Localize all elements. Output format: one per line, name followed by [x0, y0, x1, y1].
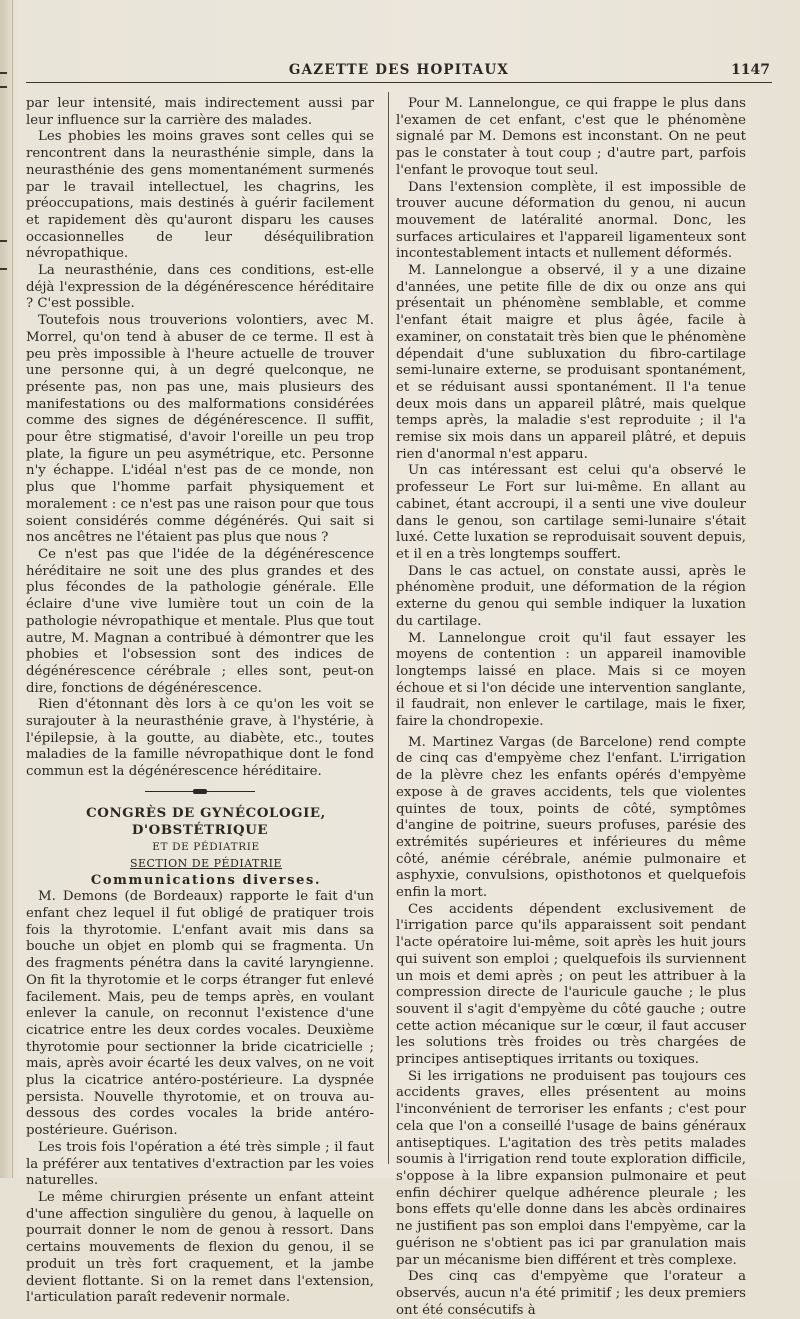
- binding-mark: [0, 240, 7, 242]
- binding-mark: [0, 86, 7, 88]
- paragraph: Un cas intéressant est celui qu'a observé le professeur Le Fort sur lui-même. En allant au cabinet, étant accroupi, il a senti une vive douleur dans le genou, son cartilage semi-lunaire s'était luxé. Cette luxation se reproduisait souvent depuis, et il en a très longtemps souffert.: [396, 463, 746, 562]
- paragraph: Toutefois nous trouverions volontiers, avec M. Morrel, qu'on tend à abuser de ce terme. Il est à peu près impossible à l'heure actuelle de trouver une personne qui, à un degré quelconque, ne présente pas, non pas une, mais plusieurs des manifestations ou des malformations considérées comme des signes de dégénérescence. Il suffit, pour être stigmatisé, d'avoir l'oreille un peu trop plate, la figure un peu asymétrique, etc. Personne n'y échappe. L'idéal n'est pas de ce monde, non plus que l'homme parfait physiquement et moralement : ce n'est pas une raison pour que tous soient considérés comme dégénérés. Qui sait si nos ancêtres ne l'étaient pas plus que nous ?: [26, 313, 374, 546]
- section-heading: SECTION DE PÉDIATRIE: [129, 856, 283, 870]
- right-column: [396, 96, 746, 1319]
- paragraph: Ces accidents dépendent exclusivement de l'irrigation parce qu'ils apparaissent soit pendant l'acte opératoire lui-même, soit après les huit jours qui suivent son emploi ; quelquefois ils surviennent un mois et demi après ; on peut les attribuer à la compression directe de l'auricule gauche ; le plus souvent il s'agit d'empyème du côté gauche ; outre cette action mécanique sur le cœur, il faut accuser les solutions très froides ou très chargées de principes antiseptiques irritants ou toxiques.: [396, 901, 746, 1068]
- paragraph: Dans l'extension complète, il est impossible de trouver aucune déformation du genou, ni aucun mouvement de latéralité anormal. Donc, les surfaces articulaires et l'appareil ligamenteux sont incontestablement intacts et nullement déformés.: [396, 179, 746, 262]
- paragraph: Les phobies les moins graves sont celles qui se rencontrent dans la neurasthénie simple, dans la neurasthénie des gens momentanément surmenés par le travail intellectuel, les chagrins, les préoccupations, mais destinés à guérir facilement et rapidement dès qu'auront disparu les causes occasionnelles de leur déséquilibration névropathique.: [26, 129, 374, 262]
- page-number: 1147: [731, 62, 770, 78]
- paragraph: Les trois fois l'opération a été très simple ; il faut la préférer aux tentatives d'extraction par les voies naturelles.: [26, 1139, 374, 1189]
- binding-mark: [0, 72, 7, 74]
- journal-title: GAZETTE DES HOPITAUX: [288, 62, 510, 78]
- paragraph: M. Demons (de Bordeaux) rapporte le fait d'un enfant chez lequel il fut obligé de pratiquer trois fois la thyrotomie. L'enfant avait mis dans sa bouche un objet en plomb qui se fragmenta. Un des fragments pénétra dans la cavité laryngienne. On fit la thyrotomie et le corps étranger fut enlevé facilement. Mais, peu de temps après, en voulant enlever la canule, on reconnut l'existence d'une cicatrice entre les deux cordes vocales. Deuxième thyrotomie pour sectionner la bride cicatricielle ; mais, après avoir écarté les deux valves, on ne voit plus la cicatrice antéro-postérieure. La dyspnée persista. Nouvelle thyrotomie, et on trouva au-dessous des cordes vocales la bride antéro-postérieure. Guérison.: [26, 889, 374, 1139]
- paragraph: M. Lannelongue croit qu'il faut essayer les moyens de contention : un appareil inamovible longtemps laissé en place. Mais si ce moyen échoue et si l'on décide une intervention sanglante, il faudrait, non enlever le cartilage, mais le fixer, faire la chondropexie.: [396, 630, 746, 730]
- paragraph: La neurasthénie, dans ces conditions, est-elle déjà l'expression de la dégénérescence héréditaire ? C'est possible.: [26, 263, 374, 312]
- binding-mark: [0, 268, 7, 270]
- page-header: [26, 60, 772, 83]
- paragraph: par leur intensité, mais indirectement aussi par leur influence sur la carrière des malades.: [26, 96, 374, 128]
- left-column: [26, 96, 374, 1307]
- paragraph: M. Martinez Vargas (de Barcelone) rend compte de cinq cas d'empyème chez l'enfant. L'irrigation de la plèvre chez les enfants opérés d'empyème expose à de graves accidents, tels que violentes quintes de toux, points de côté, symptômes d'angine de poitrine, sueurs profuses, parésie des extrémités supérieures et inférieures du même côté, anémie cérébrale, anémie pulmonaire et asphyxie, convulsions, opisthotonos et quelquefois enfin la mort.: [396, 734, 746, 901]
- paragraph: Si les irrigations ne produisent pas toujours ces accidents graves, elles présentent au moins l'inconvénient de terroriser les enfants ; c'est pour cela que l'on a conseillé l'usage de bains généraux antiseptiques. L'agitation des très petits malades soumis à l'irrigation rend toute exploration difficile, s'oppose à la libre expansion pulmonaire et peut enfin déchirer quelque adhérence pleurale ; les bons effets qu'elle donne dans les abcès ordinaires ne justifient pas son emploi dans l'empyème, car la guérison ne s'obtient pas ici par granulation mais par un mécanisme bien différent et très complexe.: [396, 1068, 746, 1268]
- paragraph: Des cinq cas d'empyème que l'orateur a observés, aucun n'a été primitif ; les deux premiers ont été consécutifs à: [396, 1269, 746, 1318]
- congress-subtitle: ET DE PÉDIATRIE: [152, 841, 260, 854]
- paragraph: Ce n'est pas que l'idée de la dégénérescence héréditaire ne soit une des plus grandes et des plus fécondes de la pathologie générale. Elle éclaire d'une vive lumière tout un coin de la pathologie névropathique et mentale. Plus que tout autre, M. Magnan a contribué à démontrer que les phobies et l'obsession sont des indices de dégénérescence cérébrale ; elles sont, peut-on dire, fonctions de dégénérescence.: [26, 546, 374, 696]
- page-binding-edge: [0, 0, 13, 1178]
- congress-title: CONGRÈS DE GYNÉCOLOGIE, D'OBSTÉTRIQUE: [86, 805, 326, 838]
- section-subheading: Communications diverses.: [90, 872, 322, 888]
- paragraph: Pour M. Lannelongue, ce qui frappe le plus dans l'examen de cet enfant, c'est que le phénomène signalé par M. Demons est inconstant. On ne peut pas le constater à tout coup ; d'autre part, parfois l'enfant le provoque tout seul.: [396, 96, 746, 178]
- section-separator: [145, 791, 255, 792]
- paragraph: Rien d'étonnant dès lors à ce qu'on les voit se surajouter à la neurasthénie grave, à l'hystérie, à l'épilepsie, à la goutte, au diabète, etc., toutes maladies de la famille névropathique dont le fond commun est la dégénérescence héréditaire.: [26, 697, 374, 780]
- paragraph: M. Lannelongue a observé, il y a une dizaine d'années, une petite fille de dix ou onze ans qui présentait un phénomène semblable, et comme l'enfant était maigre et plus âgée, facile à examiner, on constatait très bien que le phénomène dépendait d'une subluxation du fibro-cartilage semi-lunaire externe, se produisant spontanément, et se réduisant aussi spontanément. Il l'a tenue deux mois dans un appareil plâtré, mais quelque temps après, la maladie s'est reproduite ; il l'a remise six mois dans un appareil plâtré, et depuis rien d'anormal n'est apparu.: [396, 263, 746, 462]
- column-divider: [388, 92, 389, 1164]
- paragraph: Dans le cas actuel, on constate aussi, après le phénomène produit, une déformation de la région externe du genou qui semble indiquer la luxation du cartilage.: [396, 563, 746, 629]
- paragraph: Le même chirurgien présente un enfant atteint d'une affection singulière du genou, à laquelle on pourrait donner le nom de genou à ressort. Dans certains mouvements de flexion du genou, il se produit un très fort craquement, et la jambe devient flottante. Si on la remet dans l'extension, l'articulation paraît redevenir normale.: [26, 1190, 374, 1306]
